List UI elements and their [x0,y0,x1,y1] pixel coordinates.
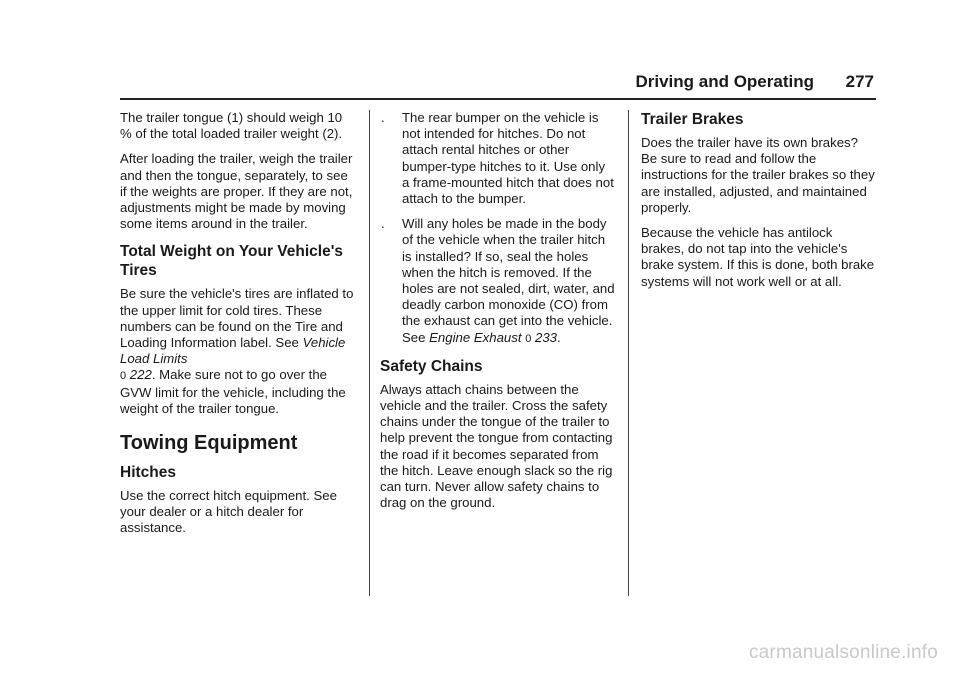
page-ref-222[interactable]: 222 [129,367,152,383]
paragraph-brakes-antilock: Because the vehicle has antilock brakes, do not tap into the vehicle's brake system. If this is done, both brake systems will not work well or at all. [641,225,875,289]
column-2 [380,110,616,520]
link-vehicle-load-limits[interactable]: Vehicle Load Limits [120,335,346,367]
heading-total-weight: Total Weight on Your Vehicle's Tires [120,243,344,280]
page-number: 277 [845,72,874,91]
page-ref-icon: 0 [120,370,127,383]
watermark: carmanualsonline.info [748,642,938,663]
paragraph-hitch-equipment: Use the correct hitch equipment. See your dealer or a hitch dealer for assistance. [120,488,337,536]
page-ref-233[interactable]: 233 [535,329,558,345]
list-item [380,110,616,207]
page-ref-icon: 0 [525,332,532,345]
bullet-marker: . [381,110,385,125]
paragraph-tires [120,286,356,417]
heading-trailer-brakes: Trailer Brakes [641,111,744,128]
paragraph-tires-text-b: . Make sure not to go over the GVW limit for the vehicle, including the weight of the trailer tongue. [120,367,346,416]
paragraph-tongue-weight: The trailer tongue (1) should weigh 10 % of the total loaded trailer weight (2). [120,110,343,142]
section-title: Driving and Operating [635,72,814,91]
bullet-text-bumper: The rear bumper on the vehicle is not intended for hitches. Do not attach rental hitches or other bumper-type hitches to it. Use only a frame-mounted hitch that does not attach to the bumper. [402,110,614,207]
paragraph-tires-text-a: Be sure the vehicle's tires are inflated to the upper limit for cold tires. These numbers can be found on the Tire and Loading Information label. See [120,286,354,351]
heading-safety-chains: Safety Chains [380,357,483,375]
link-engine-exhaust[interactable]: Engine Exhaust [429,329,522,345]
bullet-marker: . [381,216,385,232]
paragraph-safety-chains: Always attach chains between the vehicle and the trailer. Cross the safety chains under the tongue of the trailer to help prevent the tongue from contacting the road if it becomes separated from the hitch. Leave enough slack so the rig can turn. Never allow safety chains to drag on the ground. [380,381,613,511]
paragraph-loading: After loading the trailer, weigh the trailer and then the tongue, separately, to see if the weights are proper. If they are not, adjustments might be made by moving some items around in the trailer. [120,151,353,232]
column-divider-2 [628,110,629,596]
column-1 [120,110,356,546]
heading-towing-equipment: Towing Equipment [120,432,298,455]
bullet-text-end: . [557,329,561,345]
column-divider-1 [369,110,370,596]
page-header [120,72,876,98]
paragraph-brakes-own: Does the trailer have its own brakes? Be sure to read and follow the instructions for the trailer brakes so they are installed, adjusted, and maintained properly. [641,135,875,215]
header-rule [120,98,876,100]
column-3 [641,110,877,299]
list-item [380,216,616,347]
heading-hitches: Hitches [120,464,176,482]
bullet-text-holes: Will any holes be made in the body of the vehicle when the trailer hitch is installed? If so, seal the holes when the hitch is removed. If the holes are not sealed, dirt, water, and deadly carbon monoxide (CO) from the exhaust can get into the vehicle. See [402,216,615,345]
